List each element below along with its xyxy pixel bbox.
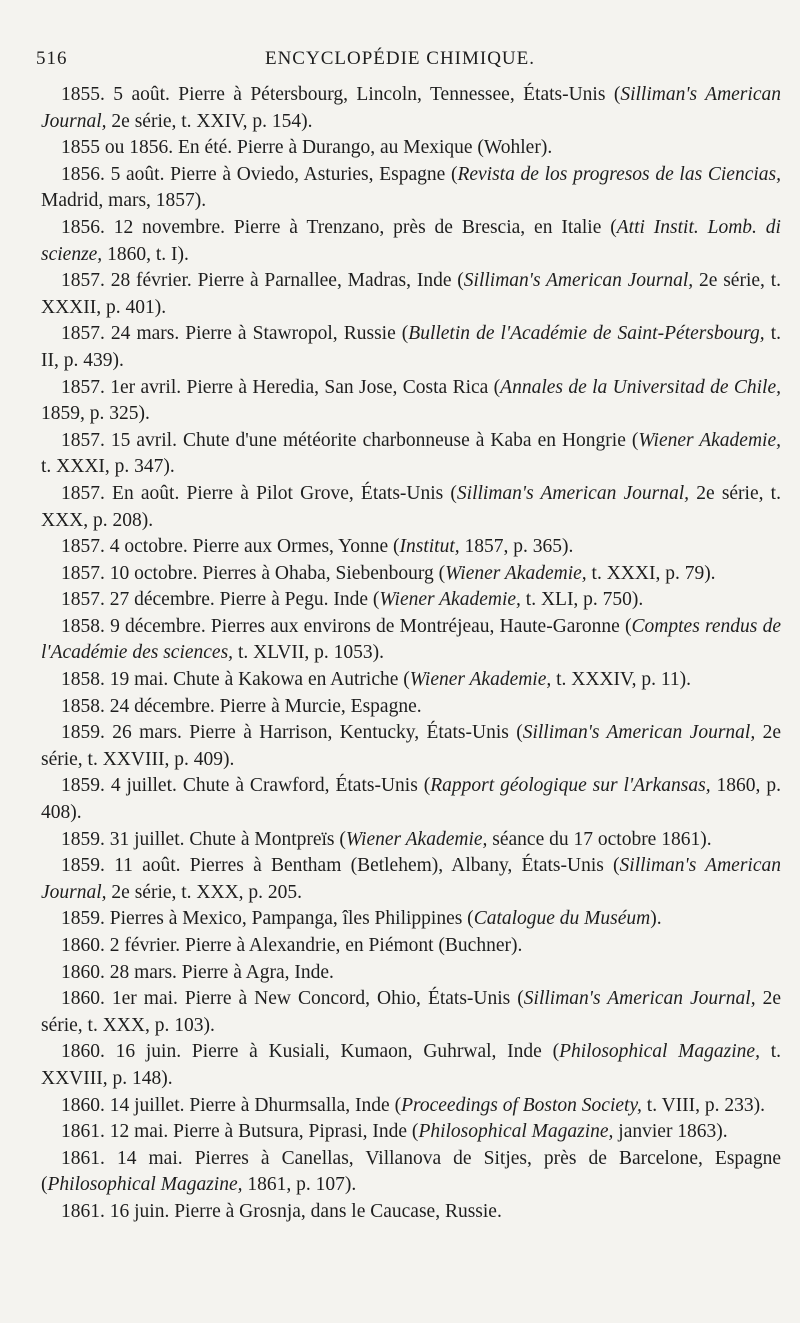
entry-source: Philosophical Magazine, [418, 1121, 614, 1143]
entry-text: 1858. 24 décembre. Pierre à Murcie, Espagne. [61, 695, 422, 717]
entry-text: 1860. 1er mai. Pierre à New Concord, Ohio, États-Unis ( [61, 988, 524, 1010]
page-number: 516 [36, 48, 68, 69]
entry-text: 1855. 5 août. Pierre à Pétersbourg, Lincoln, Tennessee, États-Unis ( [61, 84, 621, 105]
entry-reference: ). [650, 908, 662, 930]
entry-reference: Madrid, mars, 1857). [41, 190, 207, 212]
entry-reference: 2e série, t. XXIV, p. 154). [106, 110, 313, 132]
chronology-entry [41, 561, 781, 588]
entry-text: 1861. 14 mai. Pierres à Canellas, Villanova de Sitjes, près de Barcelone, Espagne ( [41, 1147, 781, 1196]
chronology-entry [41, 614, 781, 667]
chronology-entry [41, 1199, 781, 1226]
entry-reference: séance du 17 octobre 1861). [487, 828, 712, 850]
chronology-entry [41, 960, 781, 987]
entry-source: Wiener Akademie, [345, 828, 488, 850]
entry-text: 1860. 16 juin. Pierre à Kusiali, Kumaon, Guhrwal, Inde ( [61, 1041, 560, 1063]
chronology-entry [41, 135, 781, 162]
entry-reference: janvier 1863). [613, 1121, 728, 1143]
chronology-entry [41, 1146, 781, 1199]
chronology-entry [41, 375, 781, 428]
entry-text: 1857. 15 avril. Chute d'une météorite charbonneuse à Kaba en Hongrie ( [61, 429, 639, 451]
entry-source: Comptes rendus de l'Académie des sciences, [41, 615, 781, 664]
entry-reference: t. XLI, p. 750). [520, 589, 644, 611]
entry-text: 1857. 27 décembre. Pierre à Pegu. Inde ( [61, 589, 380, 611]
entry-reference: 2e série, t. XXX, p. 103). [41, 988, 781, 1036]
entry-source: Philosophical Magazine, [47, 1174, 243, 1196]
chronology-entry [41, 268, 781, 321]
entry-reference: 1859, p. 325). [41, 403, 150, 425]
entry-text: 1857. 1er avril. Pierre à Heredia, San Jose, Costa Rica ( [61, 376, 501, 398]
entry-reference: 1860, p. 408). [41, 775, 781, 824]
entry-text: 1857. En août. Pierre à Pilot Grove, États-Unis ( [61, 482, 457, 504]
chronology-entry [41, 933, 781, 960]
chronology-entry [41, 481, 781, 534]
chronology-entry [41, 853, 781, 906]
entry-source: Institut, [399, 536, 460, 558]
entry-source: Silliman's American Journal, [522, 722, 756, 744]
entry-reference: 2e série, t. XXX, p. 208). [41, 482, 781, 531]
entry-reference: 2e série, t. XXVIII, p. 409). [41, 722, 781, 770]
entry-source: Bulletin de l'Académie de Saint-Pétersbourg, [408, 323, 765, 345]
entry-reference: t. XXXI, p. 79). [586, 562, 716, 584]
entry-reference: 1857, p. 365). [459, 536, 574, 558]
entry-source: Revista de los progresos de las Ciencias, [457, 163, 781, 185]
entry-reference: t. XXXIV, p. 11). [551, 669, 692, 691]
entry-text: 1860. 14 juillet. Pierre à Dhurmsalla, Inde ( [61, 1094, 402, 1116]
entry-text: 1859. 4 juillet. Chute à Crawford, États-Unis ( [61, 775, 431, 797]
entry-text: 1859. 11 août. Pierres à Bentham (Betlehem), Albany, États-Unis ( [61, 855, 620, 877]
entry-text: 1860. 2 février. Pierre à Alexandrie, en Piémont (Buchner). [61, 935, 523, 956]
chronology-entry [41, 906, 781, 933]
entry-source: Silliman's American Journal, [41, 855, 781, 903]
entry-text: 1858. 9 décembre. Pierres aux environs de Montréjeau, Haute-Garonne ( [61, 615, 632, 637]
chronology-entry [41, 162, 781, 215]
entry-text: 1856. 5 août. Pierre à Oviedo, Asturies, Espagne ( [61, 163, 458, 185]
entry-text: 1859. Pierres à Mexico, Pampanga, îles Philippines ( [61, 908, 474, 930]
entry-text: 1857. 24 mars. Pierre à Stawropol, Russie ( [61, 323, 409, 345]
entry-source: Annales de la Universitad de Chile, [500, 376, 781, 398]
meteorite-chronology-list [41, 82, 781, 1226]
entry-text: 1861. 12 mai. Pierre à Butsura, Piprasi, Inde ( [61, 1121, 419, 1143]
entry-source: Wiener Akademie, [379, 589, 521, 611]
entry-reference: t. XXVIII, p. 148). [41, 1041, 782, 1089]
entry-reference: t. II, p. 439). [41, 323, 781, 371]
chronology-entry [41, 667, 781, 694]
entry-text: 1861. 16 juin. Pierre à Grosnja, dans le Caucase, Russie. [61, 1200, 502, 1222]
entry-text: 1857. 10 octobre. Pierres à Ohaba, Siebenbourg ( [61, 562, 446, 584]
entry-source: Wiener Akademie, [445, 562, 587, 584]
entry-source: Silliman's American Journal, [41, 84, 781, 132]
chronology-entry [41, 773, 781, 826]
entry-source: Silliman's American Journal, [463, 270, 694, 292]
chronology-entry [41, 587, 781, 614]
entry-reference: 1860, t. I). [102, 243, 189, 265]
entry-text: 1859. 31 juillet. Chute à Montpreïs ( [61, 828, 346, 850]
entry-text: 1860. 28 mars. Pierre à Agra, Inde. [61, 961, 334, 983]
entry-reference: t. VIII, p. 233). [641, 1094, 766, 1116]
chronology-entry [41, 534, 781, 561]
chronology-entry [41, 321, 781, 374]
entry-source: Atti Instit. Lomb. di scienze, [41, 216, 781, 265]
entry-source: Silliman's American Journal, [523, 988, 756, 1010]
entry-text: 1855 ou 1856. En été. Pierre à Durango, au Mexique (Wohler). [61, 137, 553, 159]
entry-text: 1857. 4 octobre. Pierre aux Ormes, Yonne ( [61, 536, 400, 558]
chronology-entry [41, 215, 781, 268]
entry-reference: 2e série, t. XXX, p. 205. [106, 881, 303, 903]
entry-source: Rapport géologique sur l'Arkansas, [430, 775, 711, 797]
chronology-entry [41, 986, 781, 1039]
entry-reference: t. XLVII, p. 1053). [233, 642, 384, 664]
entry-source: Catalogue du Muséum [473, 908, 651, 930]
chronology-entry [41, 720, 781, 773]
entry-text: 1858. 19 mai. Chute à Kakowa en Autriche ( [61, 669, 410, 691]
running-title: ENCYCLOPÉDIE CHIMIQUE. [264, 48, 536, 69]
entry-text: 1857. 28 février. Pierre à Parnallee, Madras, Inde ( [61, 270, 464, 292]
entry-source: Wiener Akademie, [638, 429, 781, 451]
entry-reference: 1861, p. 107). [242, 1174, 357, 1196]
chronology-entry [41, 827, 781, 854]
entry-reference: t. XXXI, p. 347). [41, 456, 175, 478]
entry-text: 1856. 12 novembre. Pierre à Trenzano, près de Brescia, en Italie ( [61, 216, 617, 238]
chronology-entry [41, 1119, 781, 1146]
entry-source: Proceedings of Boston Society, [401, 1094, 642, 1116]
entry-source: Wiener Akademie, [409, 669, 552, 691]
chronology-entry [41, 1039, 781, 1092]
chronology-entry [41, 694, 781, 721]
entry-source: Silliman's American Journal, [456, 482, 690, 504]
chronology-entry [41, 428, 781, 481]
chronology-entry [41, 1093, 781, 1120]
page-header [36, 48, 764, 76]
entry-reference: 2e série, t. XXXII, p. 401). [41, 270, 781, 318]
entry-source: Philosophical Magazine, [559, 1041, 760, 1063]
chronology-entry [41, 82, 781, 135]
entry-text: 1859. 26 mars. Pierre à Harrison, Kentucky, États-Unis ( [61, 722, 523, 744]
